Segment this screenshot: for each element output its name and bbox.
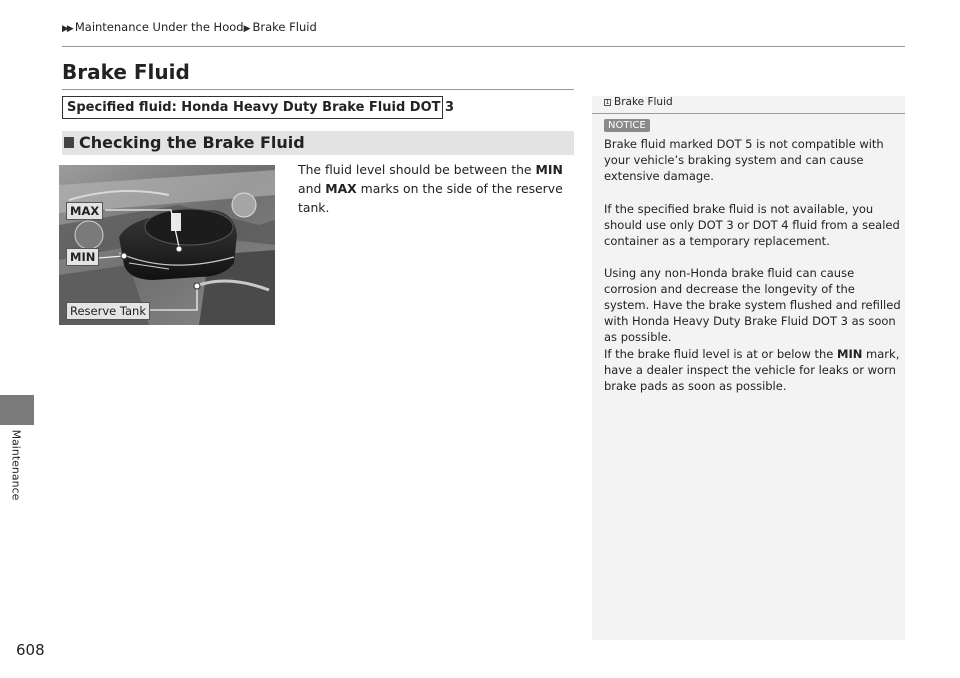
breadcrumb-level1[interactable]: Maintenance Under the Hood — [74, 20, 244, 34]
reserve-tank-figure — [59, 165, 275, 325]
sidebar-note — [592, 96, 905, 640]
specified-fluid-box: Specified fluid: Honda Heavy Duty Brake Fluid DOT 3 — [62, 96, 443, 119]
arrow-icon: ▶ — [243, 24, 251, 34]
title-divider — [62, 89, 574, 90]
body-text-part: The fluid level should be between the — [298, 162, 536, 177]
sidebar-text-part: If the brake fluid level is at or below the — [604, 347, 838, 361]
max-term: MAX — [325, 181, 357, 196]
body-text-part: marks on the side of the reserve tank. — [298, 181, 563, 215]
chapter-tab-marker — [0, 395, 34, 425]
page-title: Brake Fluid — [62, 60, 190, 84]
chapter-label: Maintenance — [9, 429, 23, 501]
sidebar-text-part: mark, have a dealer inspect the vehicle for leaks or worn brake pads as soon as possible. — [604, 347, 900, 393]
header-divider — [62, 46, 905, 47]
breadcrumb-level2[interactable]: Brake Fluid — [252, 20, 317, 34]
notice-badge: NOTICE — [604, 119, 650, 132]
body-text-part: and — [298, 181, 326, 196]
sidebar-heading — [592, 96, 905, 114]
sidebar-paragraph-3: Using any non-Honda brake fluid can cause corrosion and decrease the longevity of the system. Have the brake system flushed and refilled with Honda Heavy Duty Brake Fluid DOT 3 as soon as possible. — [604, 266, 901, 344]
section-heading-text: Checking the Brake Fluid — [79, 133, 305, 152]
sidebar-paragraph-2: If the specified brake fluid is not available, you should use only DOT 3 or DOT 4 fluid from a sealed container as a temporary replacement. — [604, 202, 900, 248]
min-term: MIN — [837, 347, 863, 361]
min-label: MIN — [66, 248, 99, 266]
sidebar-paragraph-4 — [604, 346, 902, 394]
body-paragraph — [298, 160, 568, 217]
min-term: MIN — [535, 162, 563, 177]
breadcrumb — [62, 20, 317, 34]
sidebar-heading-text: Brake Fluid — [614, 96, 673, 108]
max-label: MAX — [66, 202, 103, 220]
sidebar-paragraph-1: Brake fluid marked DOT 5 is not compatible with your vehicle’s braking system and can cause extensive damage. — [604, 137, 884, 183]
note-marker-icon: 1 — [605, 99, 610, 106]
section-square-icon — [64, 137, 74, 148]
page-number: 608 — [16, 641, 45, 659]
engine-bay-illustration — [59, 165, 275, 325]
section-heading — [62, 131, 574, 155]
reserve-tank-label: Reserve Tank — [66, 302, 150, 320]
double-arrow-icon: ▶▶ — [62, 24, 72, 34]
